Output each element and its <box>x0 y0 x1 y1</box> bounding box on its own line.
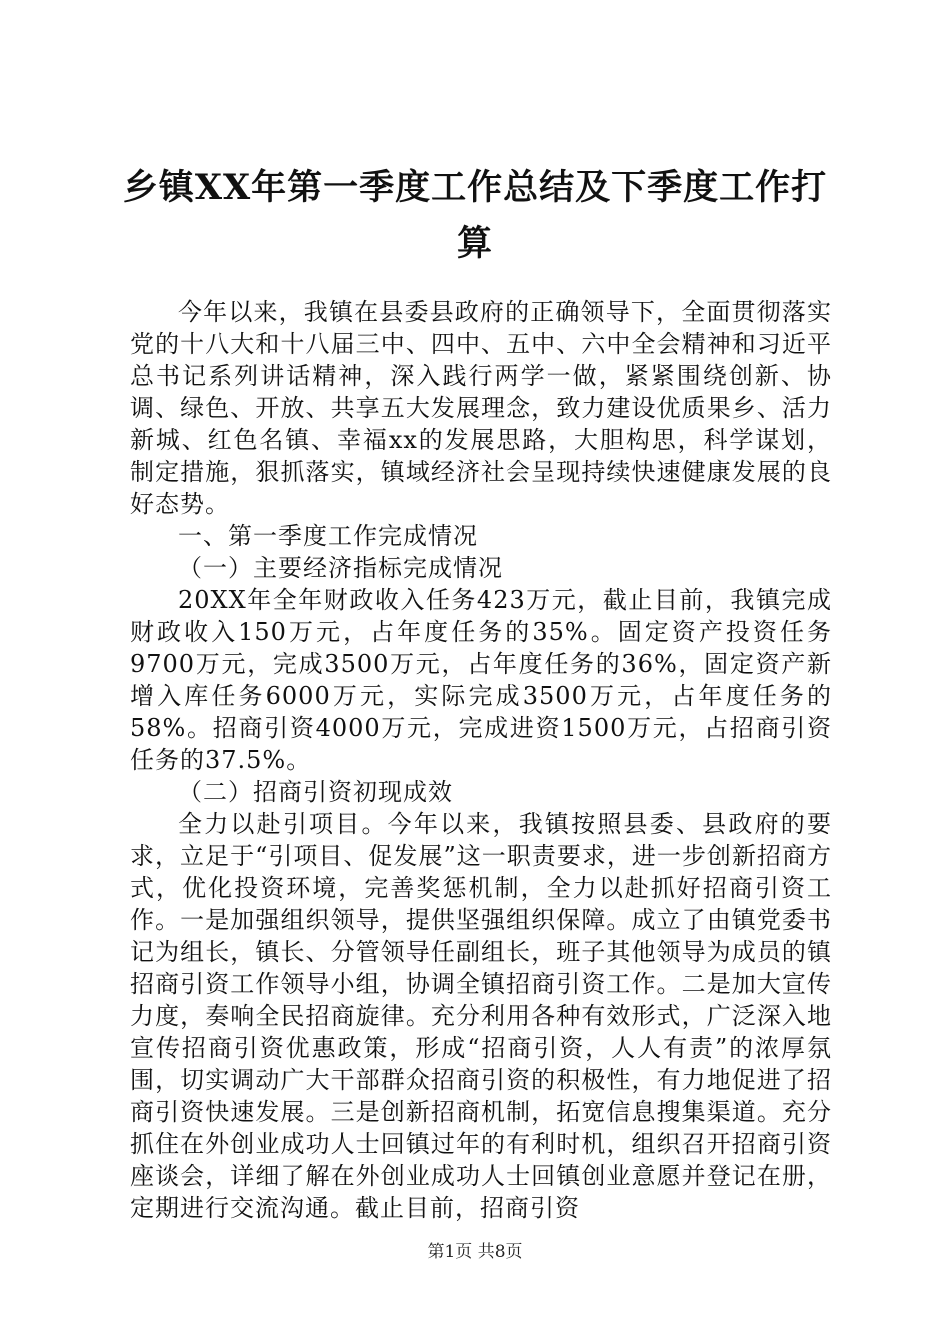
paragraph-economic-indicators: 20XX年全年财政收入任务423万元，截止目前，我镇完成财政收入150万元，占年度任务的35%。固定资产投资任务9700万元，完成3500万元，占年度任务的36%，固定资产新增入库任务6000万元，实际完成3500万元，占年度任务的58%。招商引资4000万元，完成进资1500万元，占招商引资任务的37.5%。 <box>130 586 832 774</box>
document-body <box>130 296 832 1224</box>
paragraph-investment: 全力以赴引项目。今年以来，我镇按照县委、县政府的要求，立足于“引项目、促发展”这一职责要求，进一步创新招商方式，优化投资环境，完善奖惩机制，全力以赴抓好招商引资工作。一是加强组织领导，提供坚强组织保障。成立了由镇党委书记为组长，镇长、分管领导任副组长，班子其他领导为成员的镇招商引资工作领导小组，协调全镇招商引资工作。二是加大宣传力度，奏响全民招商旋律。充分利用各种有效形式，广泛深入地宣传招商引资优惠政策，形成“招商引资，人人有责”的浓厚氛围，切实调动广大干部群众招商引资的积极性，有力地促进了招商引资快速发展。三是创新招商机制，拓宽信息搜集渠道。充分抓住在外创业成功人士回镇过年的有利时机，组织召开招商引资座谈会，详细了解在外创业成功人士回镇创业意愿并登记在册，定期进行交流沟通。截止目前，招商引资 <box>130 810 832 1222</box>
subsection-heading-1: （一）主要经济指标完成情况 <box>178 554 503 582</box>
section-heading-1: 一、第一季度工作完成情况 <box>178 522 478 550</box>
page-number-footer: 第1页 共8页 <box>427 1242 523 1262</box>
document-title: 乡镇XX年第一季度工作总结及下季度工作打算 <box>122 167 828 264</box>
subsection-heading-2: （二）招商引资初现成效 <box>178 778 453 806</box>
paragraph-intro: 今年以来，我镇在县委县政府的正确领导下，全面贯彻落实党的十八大和十八届三中、四中、五中、六中全会精神和习近平总书记系列讲话精神，深入践行两学一做，紧紧围绕创新、协调、绿色、开放、共享五大发展理念，致力建设优质果乡、活力新城、红色名镇、幸福xx的发展思路，大胆构思，科学谋划，制定措施，狠抓落实，镇域经济社会呈现持续快速健康发展的良好态势。 <box>130 298 832 518</box>
